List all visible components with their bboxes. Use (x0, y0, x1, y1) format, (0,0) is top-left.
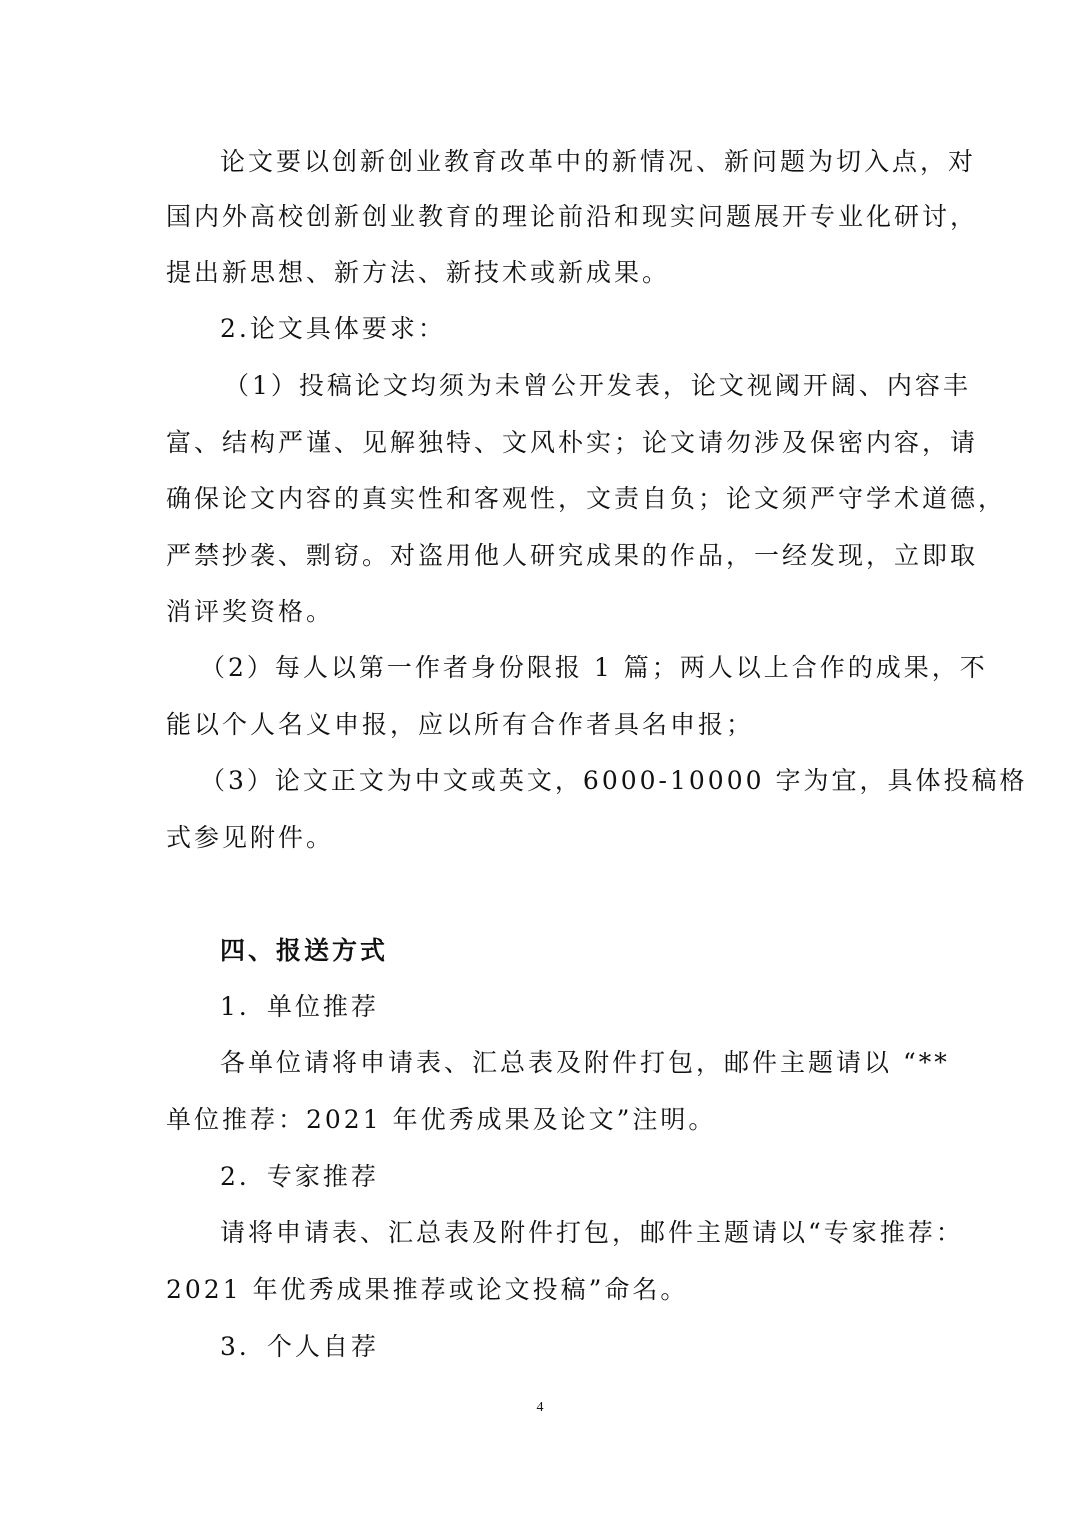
paragraph-line: 能以个人名义申报，应以所有合作者具名申报； (166, 710, 755, 739)
paragraph-line: 严禁抄袭、剽窃。对盗用他人研究成果的作品，一经发现，立即取 (166, 541, 979, 570)
paragraph-line: （3）论文正文为中文或英文，6000-10000 字为宜，具体投稿格 (200, 766, 1028, 795)
paragraph-line: 确保论文内容的真实性和客观性，文责自负；论文须严守学术道德， (166, 484, 1007, 513)
section-subheading: 2.论文具体要求： (220, 314, 446, 343)
paragraph-line: 请将申请表、汇总表及附件打包，邮件主题请以“专家推荐： (220, 1218, 964, 1247)
paragraph-line: 各单位请将申请表、汇总表及附件打包，邮件主题请以 “** (220, 1048, 950, 1077)
paragraph-line: 国内外高校创新创业教育的理论前沿和现实问题展开专业化研讨， (166, 202, 979, 231)
paragraph-line: 提出新思想、新方法、新技术或新成果。 (166, 258, 671, 287)
paragraph-line: 2021 年优秀成果推荐或论文投稿”命名。 (166, 1275, 689, 1304)
paragraph-line: （2）每人以第一作者身份限报 1 篇；两人以上合作的成果，不 (200, 653, 988, 682)
section-heading: 四、报送方式 (220, 936, 389, 965)
subsection-heading: 1．单位推荐 (220, 992, 379, 1021)
paragraph-line: （1）投稿论文均须为未曾公开发表，论文视阈开阔、内容丰 (224, 371, 971, 400)
page-number: 4 (536, 1400, 544, 1415)
subsection-heading: 3．个人自荐 (220, 1332, 379, 1361)
paragraph-line: 消评奖资格。 (166, 597, 335, 626)
paragraph-line: 论文要以创新创业教育改革中的新情况、新问题为切入点，对 (220, 147, 977, 176)
subsection-heading: 2．专家推荐 (220, 1162, 379, 1191)
paragraph-line: 式参见附件。 (166, 823, 335, 852)
paragraph-line: 单位推荐：2021 年优秀成果及论文”注明。 (166, 1105, 717, 1134)
paragraph-line: 富、结构严谨、见解独特、文风朴实；论文请勿涉及保密内容，请 (166, 428, 979, 457)
